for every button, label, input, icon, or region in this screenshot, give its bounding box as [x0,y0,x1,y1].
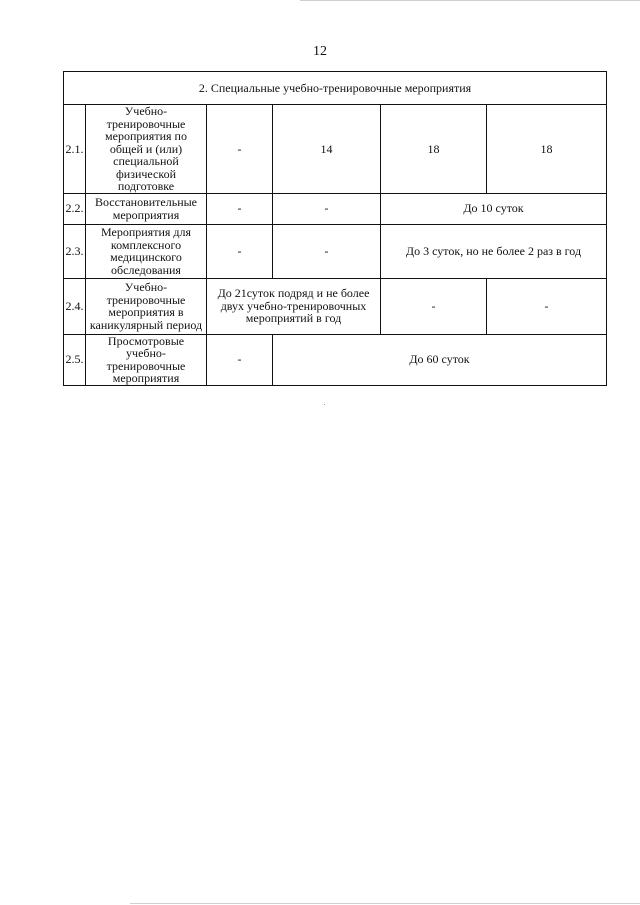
table-cell: - [207,193,273,224]
row-number: 2.1. [64,105,86,194]
table-row [64,193,607,224]
event-name: Мероприятия для комплексного медицинского обследования [86,224,207,278]
event-name: Просмотровые учебно-тренировочные мероприятия [86,334,207,385]
page-number: 12 [313,44,327,59]
table-cell: - [207,334,273,385]
table-cell: - [273,224,381,278]
table-row [64,278,607,334]
event-name: Учебно-тренировочные мероприятия по общей и (или) специальной физической подготовке [86,105,207,194]
scan-edge-bottom [130,903,640,904]
table-cell: 18 [381,105,487,194]
event-name: Восстановительные мероприятия [86,193,207,224]
row-number: 2.3. [64,224,86,278]
event-name: Учебно-тренировочные мероприятия в каникулярный период [86,278,207,334]
table-cell: - [207,105,273,194]
table-cell: 18 [487,105,607,194]
table-row [64,105,607,194]
row-number: 2.2. [64,193,86,224]
table-row [64,224,607,278]
table-cell: - [381,278,487,334]
table-row [64,334,607,385]
table-cell: До 3 суток, но не более 2 раз в год [381,224,607,278]
table-cell: До 10 суток [381,193,607,224]
training-events-table [63,71,607,386]
section-title: 2. Специальные учебно-тренировочные мероприятия [64,72,607,105]
table-cell: - [487,278,607,334]
table-cell: - [273,193,381,224]
table-cell: До 21суток подряд и не более двух учебно-тренировочных мероприятий в год [207,278,381,334]
section-header-row [64,72,607,105]
table-cell: - [207,224,273,278]
scan-edge-top [300,0,640,1]
row-number: 2.4. [64,278,86,334]
row-number: 2.5. [64,334,86,385]
table-cell: До 60 суток [273,334,607,385]
table-cell: 14 [273,105,381,194]
scan-speck [324,404,325,405]
